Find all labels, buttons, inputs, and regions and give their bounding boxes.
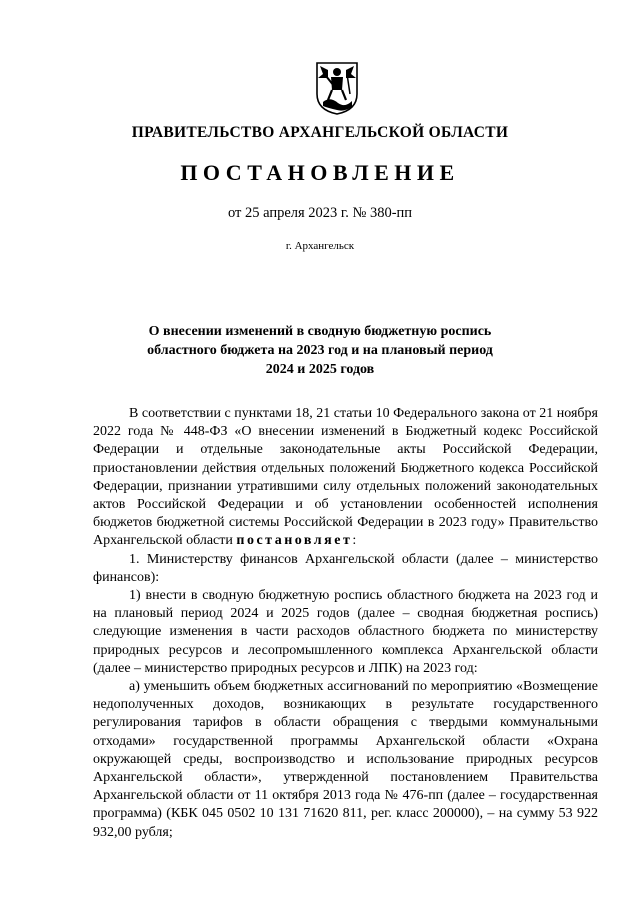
title-line: областного бюджета на 2023 год и на плановый период (147, 343, 493, 358)
clause-1: 1. Министерству финансов Архангельской области (далее – министерство финансов): (93, 551, 598, 585)
city: г. Архангельск (285, 240, 355, 252)
decree-keyword: постановляет (236, 533, 353, 549)
government-name: ПРАВИТЕЛЬСТВО АРХАНГЕЛЬСКОЙ ОБЛАСТИ (131, 124, 509, 141)
coat-of-arms-emblem (314, 60, 360, 116)
preamble-text: В соответствии с пунктами 18, 21 статьи 10 Федерального закона от 21 ноября 2022 года № 448-ФЗ «О внесении изменений в Бюджетный кодекс Российской Федерации и отдельные законодательные акты Российской Федерации, приостановлении действия отдельных положений Бюджетного кодекса Российской Федерации, признании утратившими силу отдельных положений законодательных актов Российской Федерации и об установлении особенностей исполнения бюджетов бюджетной системы Российской Федерации в 2023 году» Правительство Архангельской области (93, 406, 598, 549)
preamble-paragraph (93, 405, 598, 551)
document-body (93, 405, 598, 842)
title-line: 2024 и 2025 годов (265, 362, 375, 377)
coat-of-arms-icon (314, 60, 360, 116)
date-and-number: от 25 апреля 2023 г. № 380-пп (227, 205, 413, 221)
preamble-colon: : (352, 533, 357, 549)
document-type: ПОСТАНОВЛЕНИЕ (180, 160, 460, 185)
title-line: О внесении изменений в сводную бюджетную роспись (148, 324, 492, 339)
subclause-a: а) уменьшить объем бюджетных ассигнований по мероприятию «Возмещение недополученных доходов, возникающих в результате государственного регулирования тарифов в области обращения с твердыми коммунальными отходами» государственной программы Архангельской области «Охрана окружающей среды, воспроизводство и использование природных ресурсов Архангельской области», утвержденной постановлением Правительства Архангельской области от 11 октября 2013 года № 476-пп (далее – государственная программа) (КБК 045 0502 10 131 71620 811, рег. класс 200000), – на сумму 53 922 932,00 рубля; (93, 679, 598, 840)
subclause-1: 1) внести в сводную бюджетную роспись областного бюджета на 2023 год и на плановый период 2024 и 2025 годов (далее – сводная бюджетная роспись) следующие изменения в части расходов областного бюджета по министерству природных ресурсов и лесопромышленного комплекса Архангельской области (далее – министерство природных ресурсов и ЛПК) на 2023 год: (93, 588, 598, 676)
document-title (80, 322, 560, 379)
